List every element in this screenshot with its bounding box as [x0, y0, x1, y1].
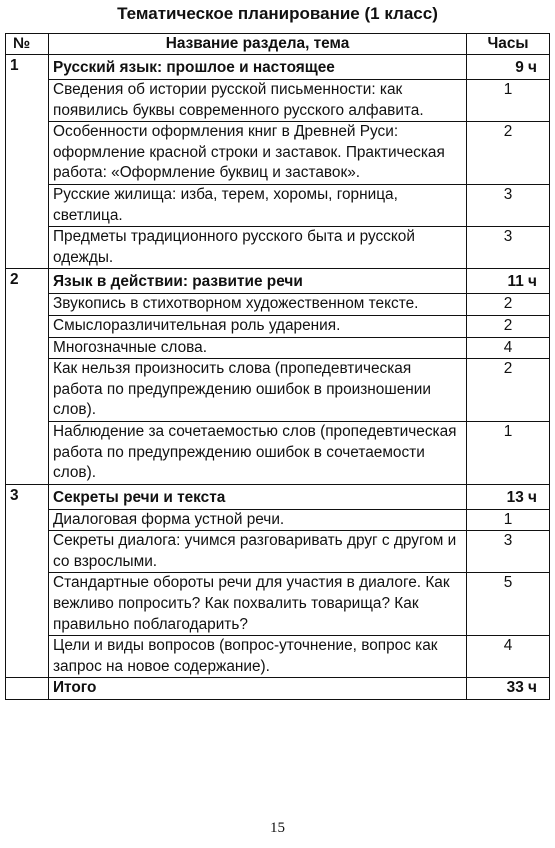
- total-row: [6, 678, 550, 700]
- topic-text: Смыслоразличительная роль ударения.: [49, 315, 467, 337]
- section-name: Русский язык: прошлое и настоящее: [49, 55, 467, 80]
- table-row: [6, 294, 550, 316]
- page-title: Тематическое планирование (1 класс): [117, 4, 438, 23]
- planning-table: [5, 33, 550, 700]
- section-hours: 9 ч: [467, 55, 550, 80]
- section-row: [6, 269, 550, 294]
- table-row: [6, 573, 550, 636]
- topic-hours: 1: [467, 421, 550, 484]
- topic-text: Особенности оформления книг в Древней Руси: оформление красной строки и заставок. Практическая работа: «Оформление буквиц и заставок».: [49, 122, 467, 185]
- topic-hours: 2: [467, 359, 550, 422]
- section-number: 2: [6, 269, 49, 484]
- topic-hours: 2: [467, 315, 550, 337]
- table-row: [6, 337, 550, 359]
- table-row: [6, 184, 550, 226]
- topic-hours: 3: [467, 184, 550, 226]
- topic-text: Как нельзя произносить слова (пропедевтическая работа по предупреждению ошибок в произношении слов).: [49, 359, 467, 422]
- topic-hours: 4: [467, 337, 550, 359]
- topic-text: Наблюдение за сочетаемостью слов (пропедевтическая работа по предупреждению ошибок в сочетаемости слов).: [49, 421, 467, 484]
- topic-text: Сведения об истории русской письменности: как появились буквы современного русского алфавита.: [49, 80, 467, 122]
- section-number: 3: [6, 484, 49, 678]
- header-num: №: [6, 34, 49, 55]
- section-number: 1: [6, 55, 49, 269]
- table-row: [6, 359, 550, 422]
- table-row: [6, 509, 550, 531]
- total-num-cell: [6, 678, 49, 700]
- topic-hours: 4: [467, 636, 550, 678]
- topic-hours: 3: [467, 227, 550, 269]
- topic-text: Русские жилища: изба, терем, хоромы, горница, светлица.: [49, 184, 467, 226]
- table-row: [6, 227, 550, 269]
- section-row: [6, 484, 550, 509]
- topic-text: Цели и виды вопросов (вопрос-уточнение, вопрос как запрос на новое содержание).: [49, 636, 467, 678]
- total-hours: 33 ч: [467, 678, 550, 700]
- topic-hours: 1: [467, 509, 550, 531]
- table-row: [6, 122, 550, 185]
- topic-text: Стандартные обороты речи для участия в диалоге. Как вежливо попросить? Как похвалить товарища? Как правильно поблагодарить?: [49, 573, 467, 636]
- table-row: [6, 421, 550, 484]
- topic-text: Предметы традиционного русского быта и русской одежды.: [49, 227, 467, 269]
- topic-hours: 3: [467, 531, 550, 573]
- topic-hours: 2: [467, 294, 550, 316]
- table-row: [6, 315, 550, 337]
- topic-text: Секреты диалога: учимся разговаривать друг с другом и со взрослыми.: [49, 531, 467, 573]
- section-row: [6, 55, 550, 80]
- table-row: [6, 531, 550, 573]
- section-hours: 11 ч: [467, 269, 550, 294]
- header-hours: Часы: [467, 34, 550, 55]
- table-row: [6, 636, 550, 678]
- topic-hours: 1: [467, 80, 550, 122]
- section-name: Секреты речи и текста: [49, 484, 467, 509]
- table-header-row: [6, 34, 550, 55]
- header-topic: Название раздела, тема: [49, 34, 467, 55]
- page-number: 15: [270, 820, 285, 836]
- topic-text: Звукопись в стихотворном художественном тексте.: [49, 294, 467, 316]
- topic-text: Многозначные слова.: [49, 337, 467, 359]
- topic-hours: 2: [467, 122, 550, 185]
- topic-hours: 5: [467, 573, 550, 636]
- section-name: Язык в действии: развитие речи: [49, 269, 467, 294]
- section-hours: 13 ч: [467, 484, 550, 509]
- total-label: Итого: [49, 678, 467, 700]
- table-row: [6, 80, 550, 122]
- topic-text: Диалоговая форма устной речи.: [49, 509, 467, 531]
